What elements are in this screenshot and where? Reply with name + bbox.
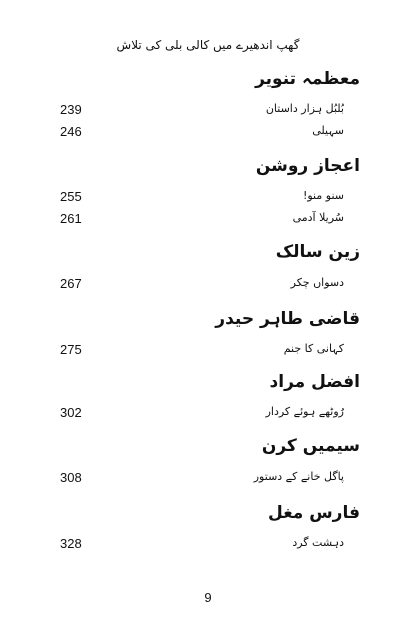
toc-entry-page: 328 xyxy=(60,536,82,551)
toc-entry-page: 308 xyxy=(60,470,82,485)
toc-entry-title: دسواں چکر xyxy=(290,276,344,289)
toc-entry-title: دہشت گرد xyxy=(292,536,344,549)
toc-entry-page: 275 xyxy=(60,342,82,357)
section-author-name: قاضی طاہر حیدر xyxy=(215,309,360,329)
toc-entry-page: 302 xyxy=(60,405,82,420)
section-author-name: افضل مراد xyxy=(269,372,360,392)
section-author-name: زین سالک xyxy=(275,242,360,262)
toc-entry-title: کہانی کا جنم xyxy=(283,342,344,355)
toc-entry-title: رُوٹھے ہوئے کردار xyxy=(265,405,344,418)
section-author-name: معظمہ تنویر xyxy=(255,69,360,89)
section-author-name: اعجاز روشن xyxy=(255,156,360,176)
toc-entry-title: پاگل خانے کے دستور xyxy=(253,470,344,483)
toc-entry-title: سنو منو! xyxy=(302,189,344,202)
toc-entry-page: 239 xyxy=(60,102,82,117)
toc-entry-page: 267 xyxy=(60,276,82,291)
toc-entry-title: سُریلا آدمی xyxy=(292,211,344,224)
toc-entry-title: سہیلی xyxy=(312,124,344,137)
toc-entry-page: 246 xyxy=(60,124,82,139)
page-number: 9 xyxy=(204,590,212,605)
toc-entry-page: 261 xyxy=(60,211,82,226)
section-author-name: سیمیں کرن xyxy=(261,436,360,456)
toc-entry-title: بُلبُل ہزار داستان xyxy=(265,102,344,115)
running-header: گھپ اندھیرے میں کالی بلی کی تلاش xyxy=(116,38,300,52)
toc-entry-page: 255 xyxy=(60,189,82,204)
section-author-name: فارس مغل xyxy=(268,503,360,523)
